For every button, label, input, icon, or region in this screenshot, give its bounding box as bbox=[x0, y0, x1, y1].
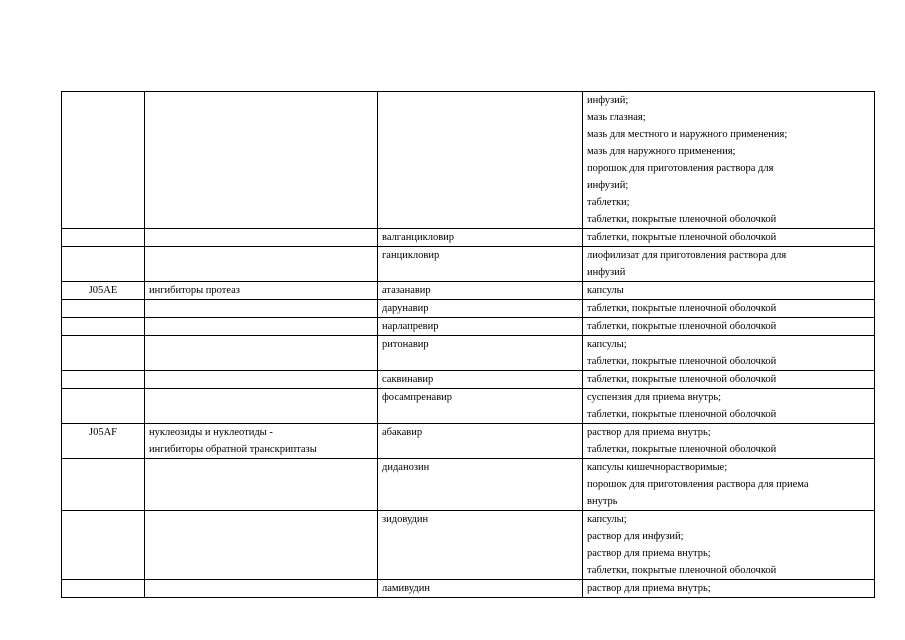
atc-code bbox=[66, 459, 140, 476]
drug-name-cell bbox=[378, 247, 583, 282]
dosage-forms-cell bbox=[583, 282, 875, 300]
drug-name: фосампренавир bbox=[382, 392, 453, 403]
dosage-form-line: инфузий; bbox=[587, 180, 629, 191]
pharmacological-group-cell bbox=[145, 336, 378, 371]
table-row bbox=[62, 424, 875, 459]
atc-code bbox=[66, 229, 140, 246]
dosage-form-line: порошок для приготовления раствора для приема bbox=[587, 479, 809, 490]
atc-code-cell bbox=[62, 300, 145, 318]
drug-name: ламивудин bbox=[382, 583, 430, 594]
dosage-forms-cell bbox=[583, 247, 875, 282]
drug-name-cell bbox=[378, 424, 583, 459]
atc-code-cell bbox=[62, 424, 145, 459]
atc-code: J05AE bbox=[88, 285, 118, 296]
dosage-form-line: мазь для местного и наружного применения; bbox=[587, 129, 788, 140]
dosage-forms-cell bbox=[583, 300, 875, 318]
atc-code-cell bbox=[62, 229, 145, 247]
pharmacological-group-cell bbox=[145, 229, 378, 247]
drug-name-cell bbox=[378, 580, 583, 598]
table-row bbox=[62, 247, 875, 282]
table-row bbox=[62, 92, 875, 229]
table-row bbox=[62, 371, 875, 389]
atc-code: J05AF bbox=[88, 427, 117, 438]
atc-code-cell bbox=[62, 336, 145, 371]
dosage-form-line: внутрь bbox=[587, 496, 618, 507]
dosage-form-line: раствор для инфузий; bbox=[587, 531, 684, 542]
dosage-form-line: раствор для приема внутрь; bbox=[587, 427, 711, 438]
dosage-form-line: таблетки, покрытые пленочной оболочкой bbox=[587, 214, 777, 225]
table-row bbox=[62, 389, 875, 424]
table-row bbox=[62, 300, 875, 318]
dosage-form-line: суспензия для приема внутрь; bbox=[587, 392, 722, 403]
atc-code bbox=[66, 300, 140, 317]
pharmacological-group-cell bbox=[145, 511, 378, 580]
dosage-form-line: таблетки, покрытые пленочной оболочкой bbox=[587, 374, 777, 385]
dosage-forms-cell bbox=[583, 580, 875, 598]
atc-code-cell bbox=[62, 371, 145, 389]
pharmacological-group-line: нуклеозиды и нуклеотиды - bbox=[149, 427, 273, 438]
dosage-form-line: раствор для приема внутрь; bbox=[587, 548, 711, 559]
atc-code-cell bbox=[62, 580, 145, 598]
dosage-forms-cell bbox=[583, 371, 875, 389]
drug-name-cell bbox=[378, 229, 583, 247]
dosage-form-line: таблетки, покрытые пленочной оболочкой bbox=[587, 444, 777, 455]
atc-code bbox=[66, 336, 140, 353]
pharmacological-group-cell bbox=[145, 318, 378, 336]
drug-name: дарунавир bbox=[382, 303, 429, 314]
drug-name-cell bbox=[378, 336, 583, 371]
drug-table bbox=[61, 91, 875, 598]
drug-name-cell bbox=[378, 511, 583, 580]
dosage-form-line: порошок для приготовления раствора для bbox=[587, 163, 774, 174]
pharmacological-group-cell bbox=[145, 389, 378, 424]
atc-code-cell bbox=[62, 247, 145, 282]
drug-name: ганцикловир bbox=[382, 250, 440, 261]
dosage-forms-cell bbox=[583, 336, 875, 371]
atc-code-cell bbox=[62, 511, 145, 580]
atc-code-cell bbox=[62, 459, 145, 511]
dosage-forms-cell bbox=[583, 389, 875, 424]
table-row bbox=[62, 580, 875, 598]
dosage-form-line: инфузий; bbox=[587, 95, 629, 106]
pharmacological-group-cell bbox=[145, 580, 378, 598]
atc-code bbox=[66, 247, 140, 264]
pharmacological-group-cell bbox=[145, 300, 378, 318]
dosage-forms-cell bbox=[583, 511, 875, 580]
dosage-form-line: капсулы кишечнорастворимые; bbox=[587, 462, 728, 473]
dosage-form-line: лиофилизат для приготовления раствора для bbox=[587, 250, 787, 261]
drug-name: нарлапревир bbox=[382, 321, 439, 332]
drug-name-cell bbox=[378, 371, 583, 389]
dosage-form-line: таблетки, покрытые пленочной оболочкой bbox=[587, 303, 777, 314]
dosage-form-line: инфузий bbox=[587, 267, 626, 278]
dosage-forms-cell bbox=[583, 459, 875, 511]
drug-name: атазанавир bbox=[382, 285, 431, 296]
dosage-form-line: капсулы bbox=[587, 285, 624, 296]
table-row bbox=[62, 459, 875, 511]
atc-code-cell bbox=[62, 389, 145, 424]
atc-code bbox=[66, 92, 140, 109]
dosage-form-line: таблетки, покрытые пленочной оболочкой bbox=[587, 356, 777, 367]
drug-name-cell bbox=[378, 459, 583, 511]
dosage-form-line: мазь для наружного применения; bbox=[587, 146, 736, 157]
atc-code bbox=[66, 318, 140, 335]
dosage-form-line: раствор для приема внутрь; bbox=[587, 583, 711, 594]
dosage-form-line: таблетки, покрытые пленочной оболочкой bbox=[587, 409, 777, 420]
dosage-forms-cell bbox=[583, 229, 875, 247]
pharmacological-group-cell bbox=[145, 459, 378, 511]
dosage-forms-cell bbox=[583, 92, 875, 229]
table-row bbox=[62, 229, 875, 247]
atc-code bbox=[66, 371, 140, 388]
dosage-form-line: таблетки, покрытые пленочной оболочкой bbox=[587, 565, 777, 576]
dosage-form-line: таблетки; bbox=[587, 197, 630, 208]
dosage-form-line: таблетки, покрытые пленочной оболочкой bbox=[587, 321, 777, 332]
dosage-form-line: таблетки, покрытые пленочной оболочкой bbox=[587, 232, 777, 243]
pharmacological-group-line: ингибиторы обратной транскриптазы bbox=[149, 444, 317, 455]
pharmacological-group-cell bbox=[145, 92, 378, 229]
drug-name-cell bbox=[378, 300, 583, 318]
drug-name: абакавир bbox=[382, 427, 423, 438]
atc-code-cell bbox=[62, 318, 145, 336]
atc-code-cell bbox=[62, 282, 145, 300]
drug-name: диданозин bbox=[382, 462, 430, 473]
atc-code-cell bbox=[62, 92, 145, 229]
drug-name-cell bbox=[378, 92, 583, 229]
dosage-form-line: мазь глазная; bbox=[587, 112, 646, 123]
drug-name-cell bbox=[378, 282, 583, 300]
pharmacological-group-line: ингибиторы протеаз bbox=[149, 285, 240, 296]
drug-name: зидовудин bbox=[382, 514, 429, 525]
table-row bbox=[62, 318, 875, 336]
atc-code bbox=[66, 511, 140, 528]
atc-code bbox=[66, 580, 140, 597]
drug-name: ритонавир bbox=[382, 339, 429, 350]
pharmacological-group-cell bbox=[145, 282, 378, 300]
pharmacological-group-cell bbox=[145, 247, 378, 282]
table-row bbox=[62, 282, 875, 300]
dosage-form-line: капсулы; bbox=[587, 339, 627, 350]
dosage-forms-cell bbox=[583, 318, 875, 336]
drug-table-body bbox=[62, 92, 875, 598]
drug-name bbox=[382, 92, 578, 109]
drug-name: саквинавир bbox=[382, 374, 434, 385]
drug-name-cell bbox=[378, 389, 583, 424]
pharmacological-group-cell bbox=[145, 371, 378, 389]
dosage-forms-cell bbox=[583, 424, 875, 459]
drug-name-cell bbox=[378, 318, 583, 336]
pharmacological-group-cell bbox=[145, 424, 378, 459]
dosage-form-line: капсулы; bbox=[587, 514, 627, 525]
table-row bbox=[62, 511, 875, 580]
table-row bbox=[62, 336, 875, 371]
drug-name: валганцикловир bbox=[382, 232, 455, 243]
atc-code bbox=[66, 389, 140, 406]
